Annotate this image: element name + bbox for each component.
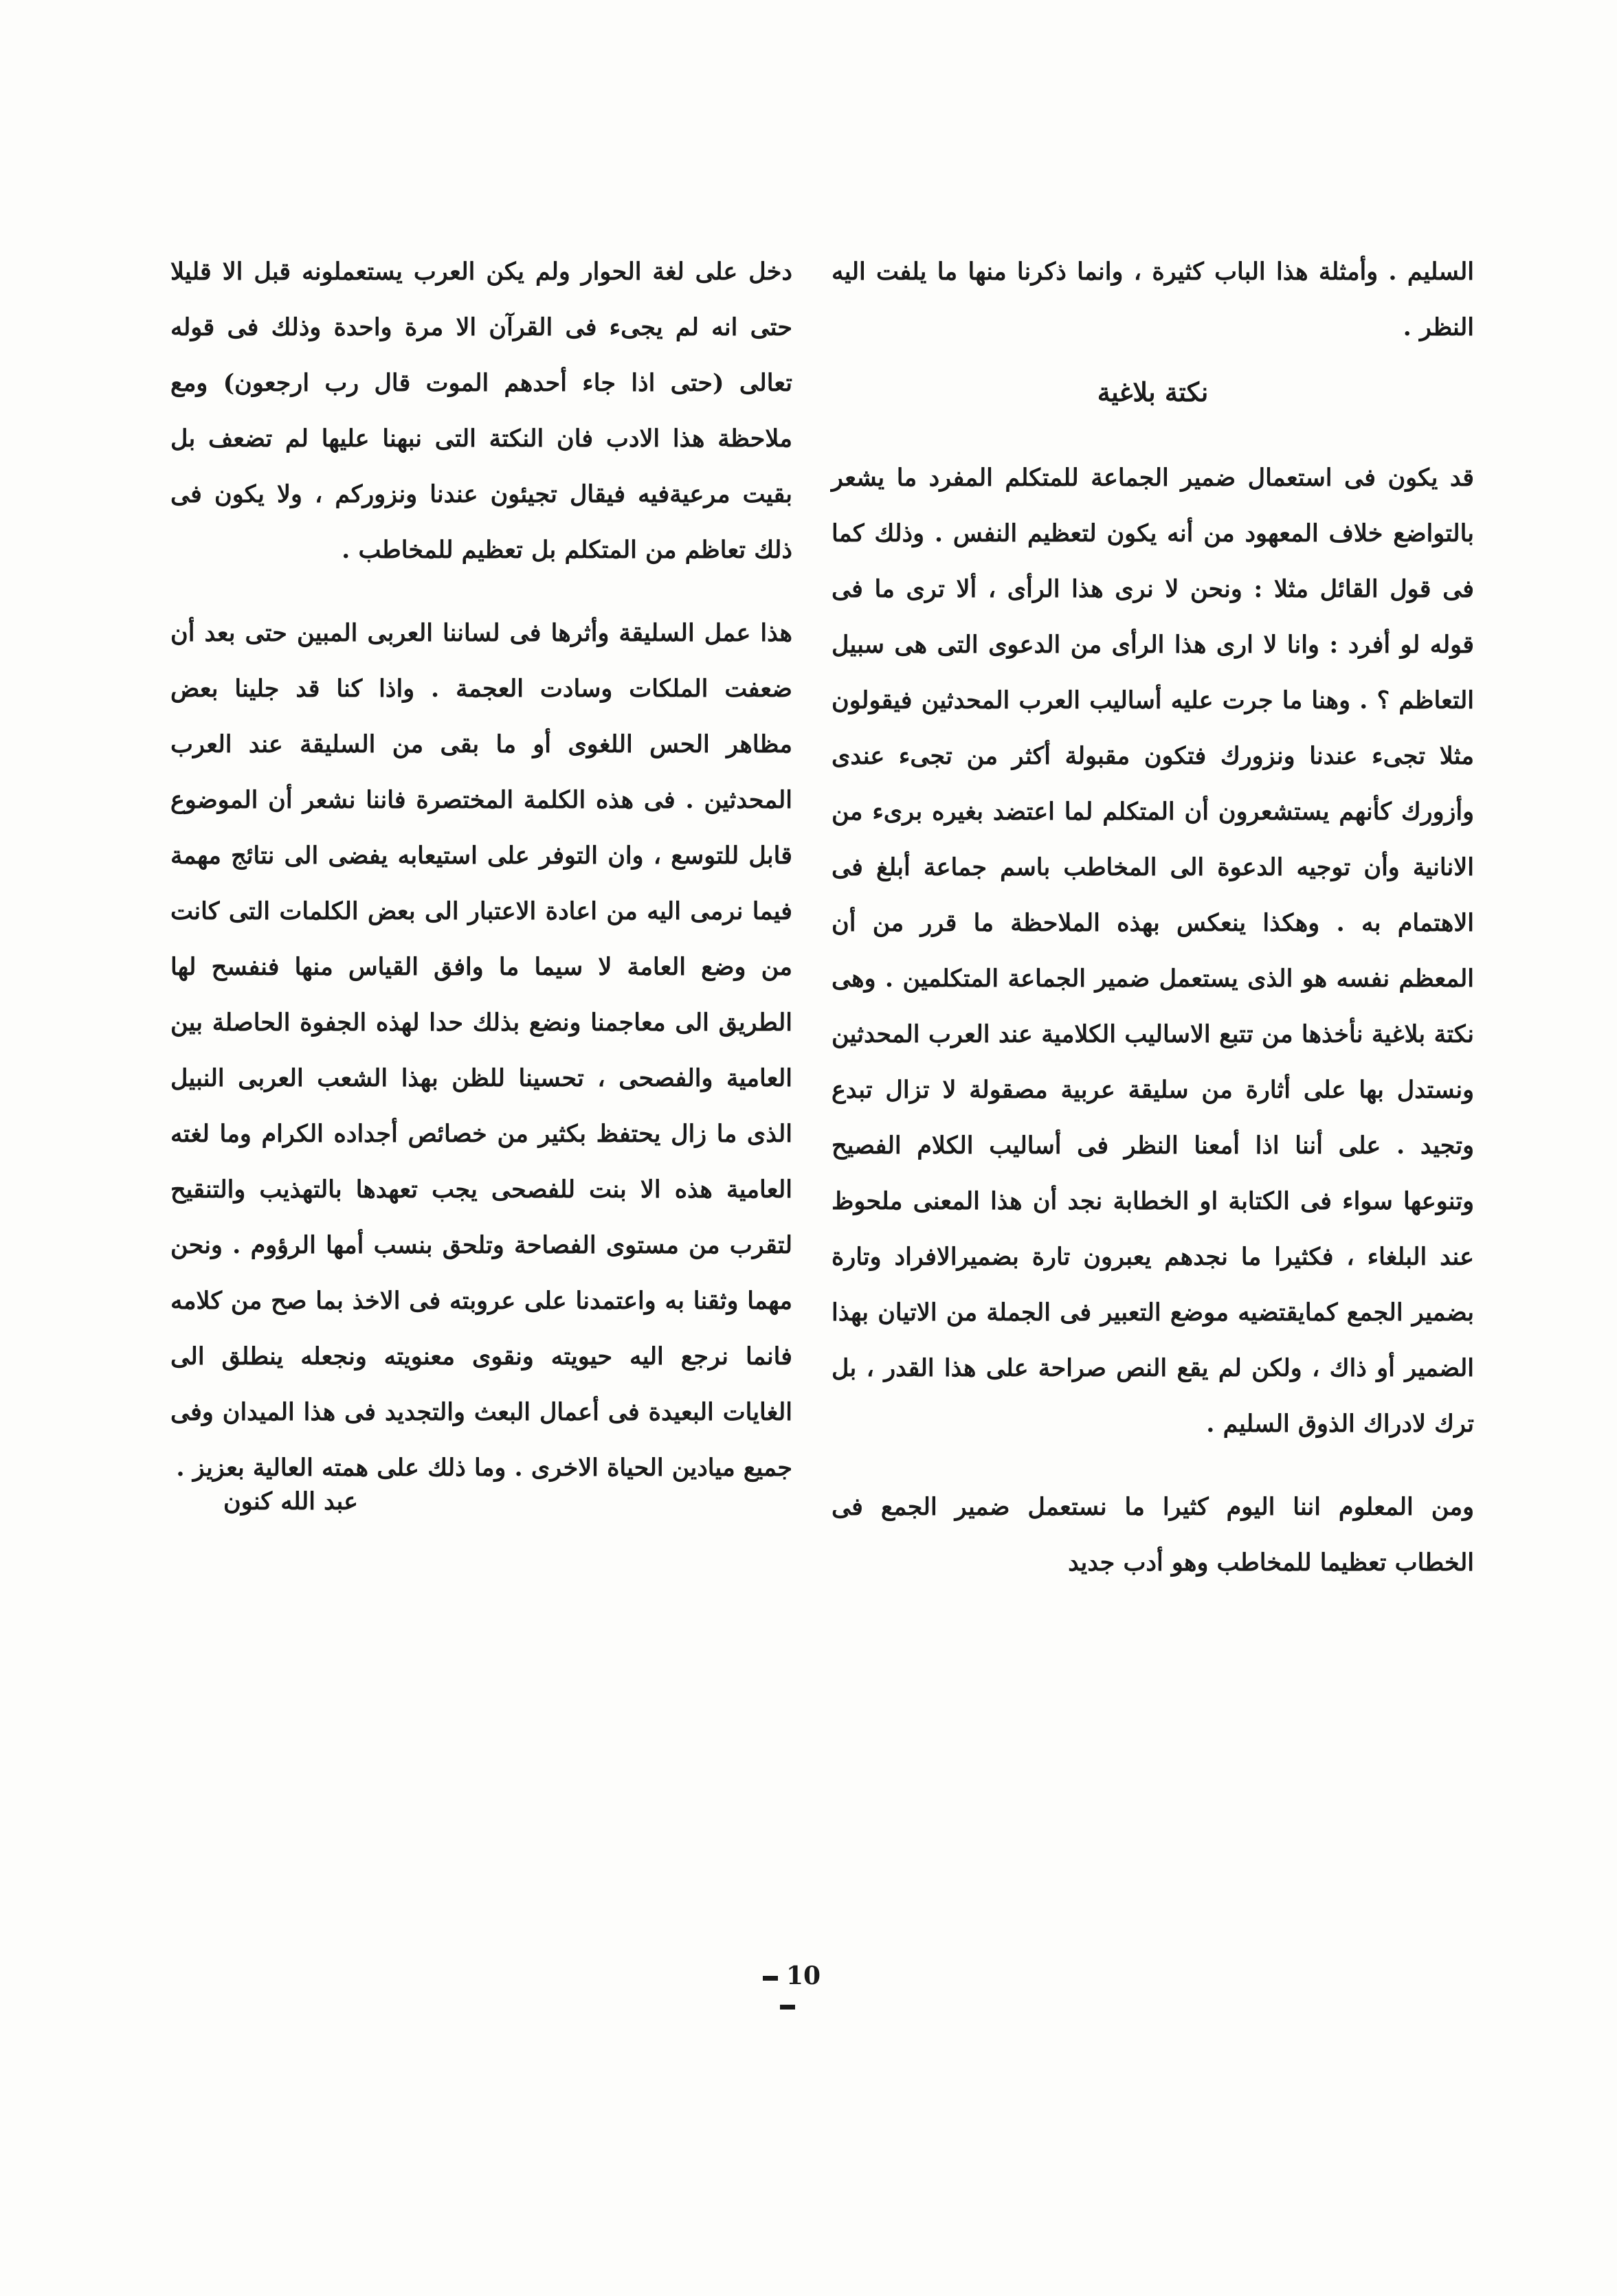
left-paragraph-1: دخل على لغة الحوار ولم يكن العرب يستعملونه قبل الا قليلا حتى انه لم يجىء فى القرآن الا مرة واحدة وذلك فى قوله تعالى (حتى اذا جاء أحدهم الموت قال رب ارجعون) ومع ملاحظة هذا الادب فان النكتة التى نبهنا عليها لم تضعف بل بقيت مرعيةفيه فيقال تجيئون عندنا ونزوركم ، ولا يكون فى ذلك تعاظم من المتكلم بل تعظيم للمخاطب . bbox=[170, 258, 792, 564]
page-number-dash-left bbox=[763, 1976, 778, 1981]
page-number-dash-right bbox=[780, 2005, 795, 2010]
right-intro-paragraph: السليم . وأمثلة هذا الباب كثيرة ، وانما ذكرنا منها ما يلفت اليه النظر . bbox=[832, 258, 1474, 341]
author-signature: عبد الله كنون bbox=[223, 1487, 358, 1516]
right-paragraph-1: قد يكون فى استعمال ضمير الجماعة للمتكلم المفرد ما يشعر بالتواضع خلاف المعهود من أنه يكون لتعظيم النفس . وذلك كما فى قول القائل مثلا : ونحن لا نرى هذا الرأى ، ألا ترى ما فى قوله لو أفرد : وانا لا ارى هذا الرأى من الدعوى التى هى سبيل التعاظم ؟ . وهنا ما جرت عليه أساليب العرب المحدثين فيقولون مثلا تجىء عندنا ونزورك فتكون مقبولة أكثر من تجىء عندى وأزورك كأنهم يستشعرون أن المتكلم لما اعتضد بغيره برىء من الانانية وأن توجيه الدعوة الى المخاطب باسم جماعة أبلغ فى الاهتمام به . وهكذا ينعكس بهذه الملاحظة ما قرر من أن المعظم نفسه هو الذى يستعمل ضمير الجماعة المتكلمين . وهى نكتة بلاغية نأخذها من تتبع الاساليب الكلامية عند العرب المحدثين ونستدل بها على أثارة من سليقة عربية مصقولة لا تزال تبدع وتجيد . على أننا اذا أمعنا النظر فى أساليب الكلام الفصيح وتنوعها سواء فى الكتابة او الخطابة نجد أن هذا المعنى ملحوظ عند البلغاء ، فكثيرا ما نجدهم يعبرون تارة بضميرالافراد وتارة بضمير الجمع كمايقتضيه موضع التعبير فى الجملة من الاتيان بهذا الضمير أو ذاك ، ولكن لم يقع النص صراحة على هذا القدر ، بل ترك لادراك الذوق السليم . bbox=[832, 464, 1474, 1438]
left-paragraph-2: هذا عمل السليقة وأثرها فى لساننا العربى المبين حتى بعد أن ضعفت الملكات وسادت العجمة . واذا كنا قد جلينا بعض مظاهر الحس اللغوى أو ما بقى من السليقة عند العرب المحدثين . فى هذه الكلمة المختصرة فاننا نشعر أن الموضوع قابل للتوسع ، وان التوفر على استيعابه يفضى الى نتائج مهمة فيما نرمى اليه من اعادة الاعتبار الى بعض الكلمات التى كانت من وضع العامة لا سيما ما وافق القياس منها فنفسح لها الطريق الى معاجمنا ونضع بذلك حدا لهذه الجفوة الحاصلة بين العامية والفصحى ، تحسينا للظن بهذا الشعب العربى النبيل الذى ما زال يحتفظ بكثير من خصائص أجداده الكرام وما لغته العامية هذه الا بنت للفصحى يجب تعهدها بالتهذيب والتنقيح لتقرب من مستوى الفصاحة وتلحق بنسب أمها الرؤوم . ونحن مهما وثقنا به واعتمدنا على عروبته فى الاخذ بما صح من كلامه فانما نرجع اليه حيويته ونقوى معنويته ونجعله ينطلق الى الغايات البعيدة فى أعمال البعث والتجديد فى هذا الميدان وفى جميع ميادين الحياة الاخرى . وما ذلك على همته العالية بعزيز . bbox=[170, 619, 792, 1482]
section-heading: نكتة بلاغية bbox=[1097, 376, 1209, 407]
right-column bbox=[832, 244, 1474, 1590]
page-number-value: 10 bbox=[785, 1961, 821, 1990]
page-number bbox=[739, 1961, 836, 2019]
left-column bbox=[170, 244, 792, 1496]
right-paragraph-2: ومن المعلوم اننا اليوم كثيرا ما نستعمل ضمير الجمع فى الخطاب تعظيما للمخاطب وهو أدب جديد bbox=[832, 1493, 1474, 1577]
